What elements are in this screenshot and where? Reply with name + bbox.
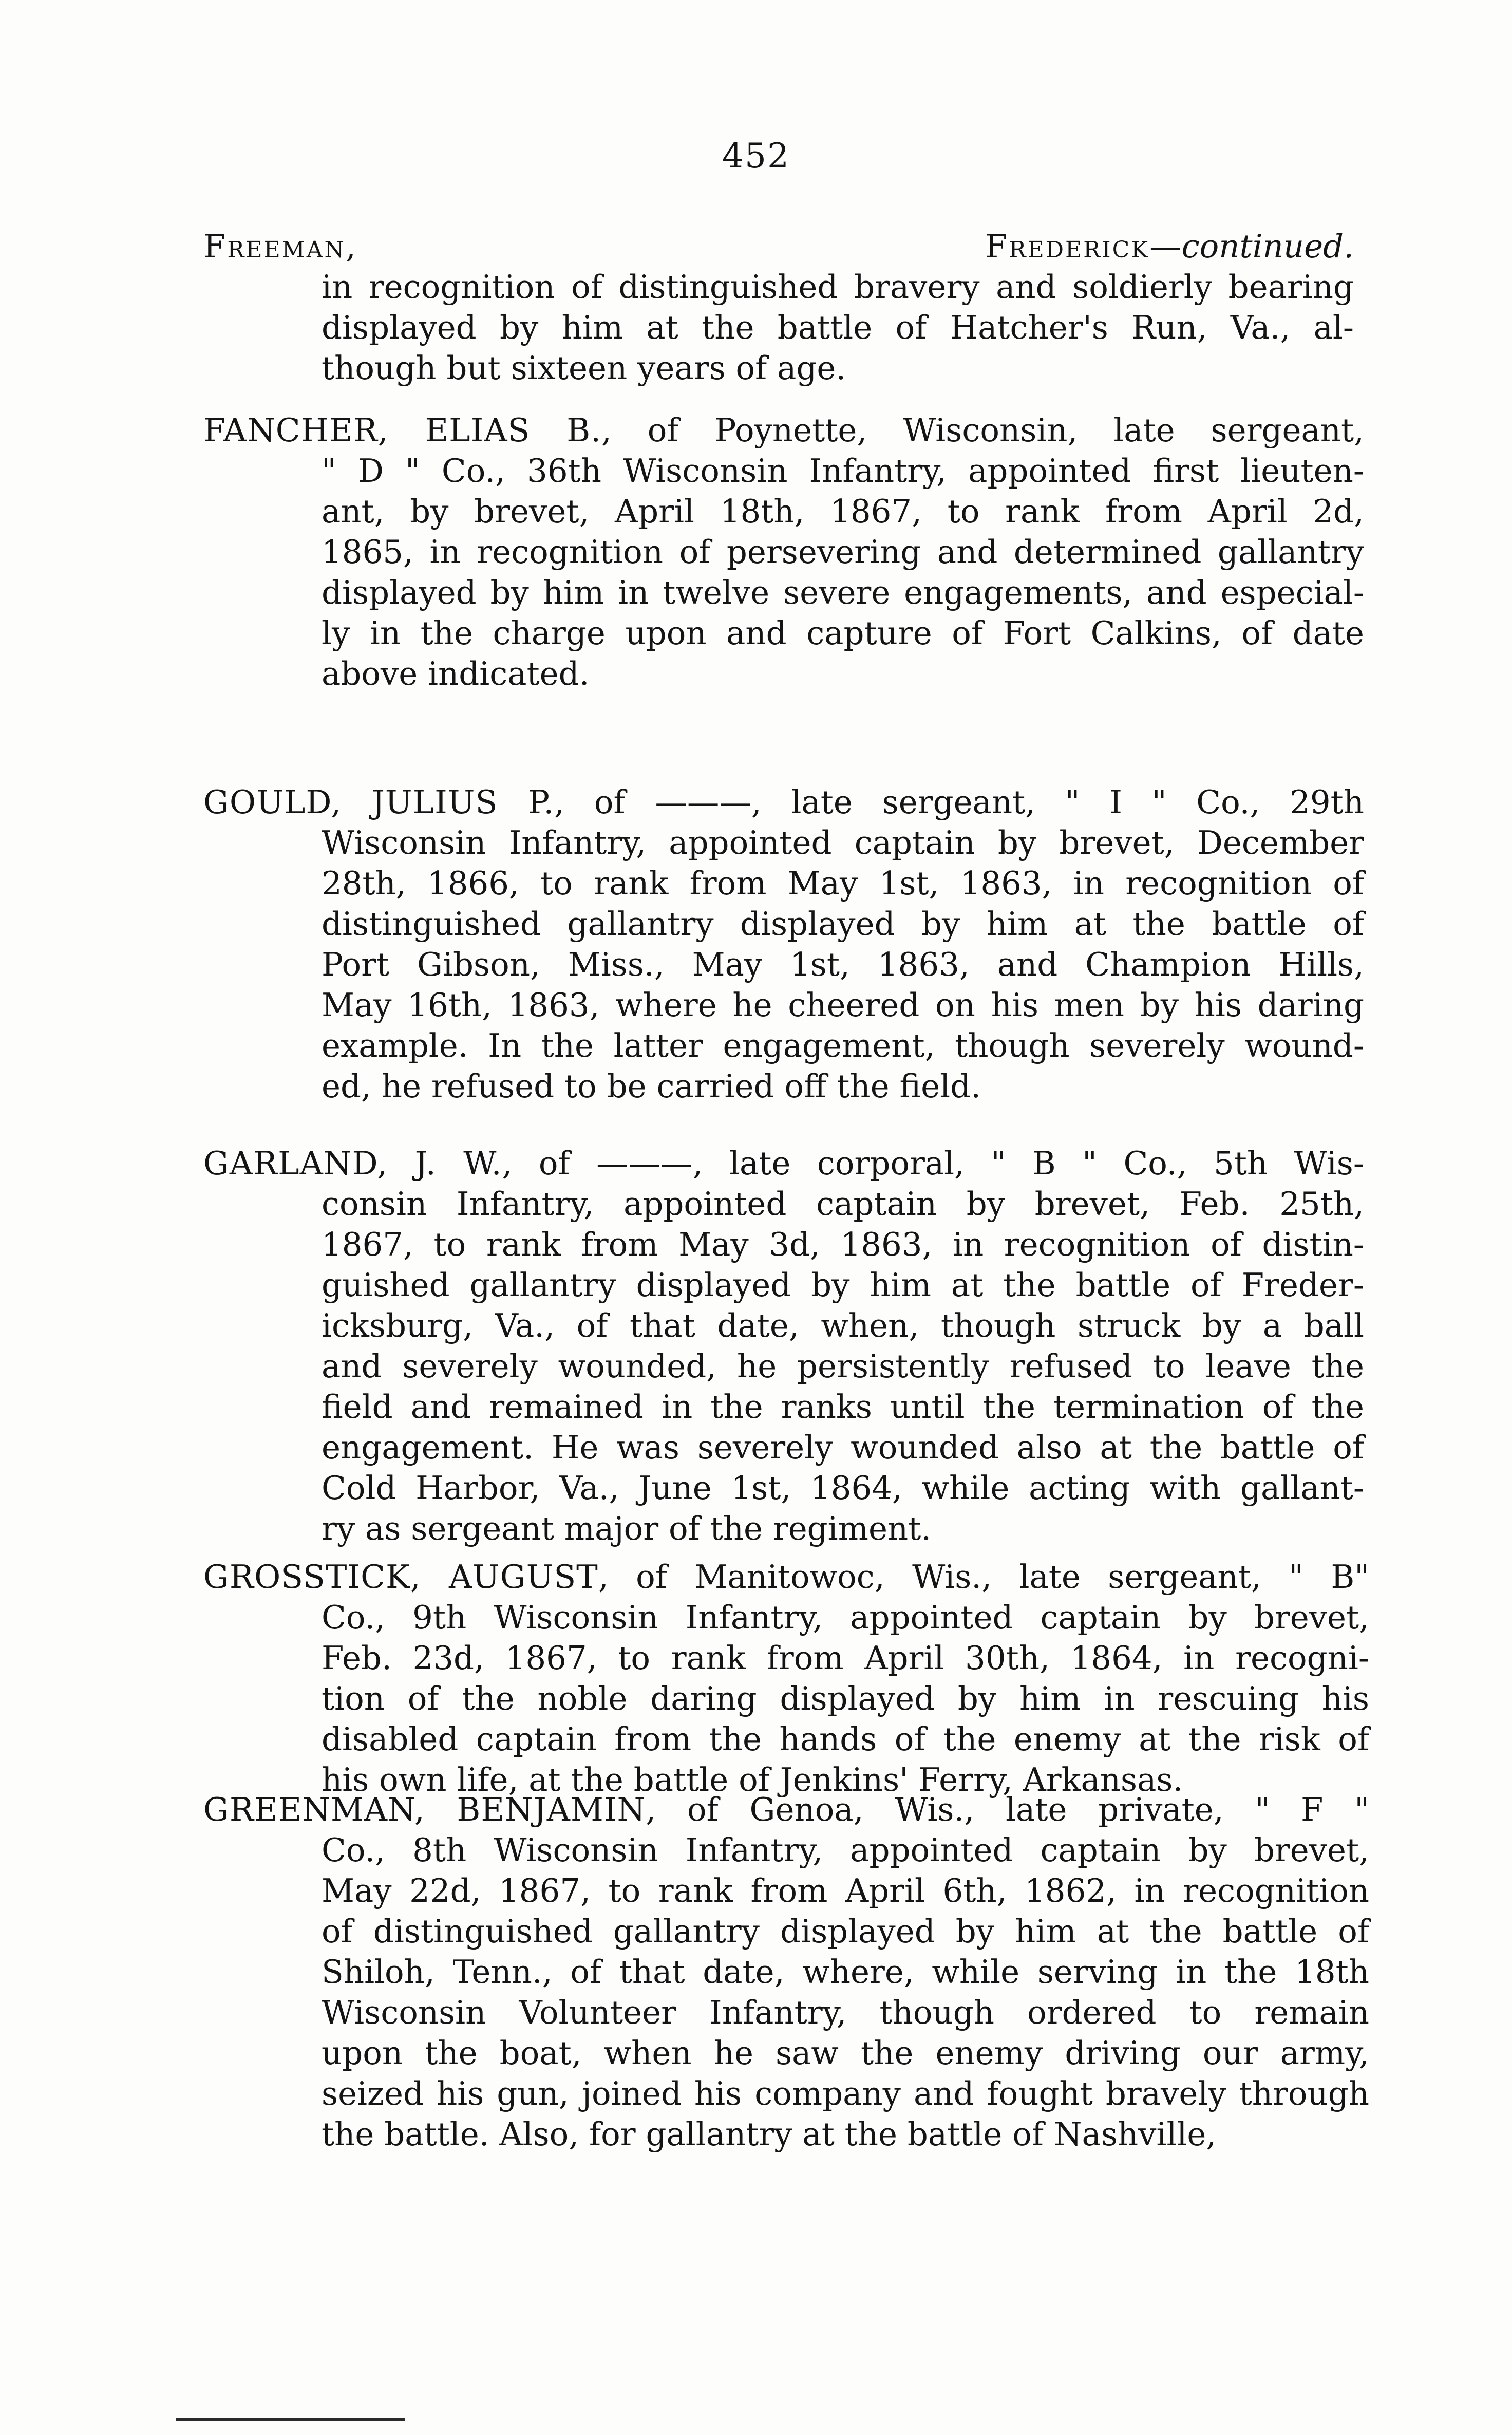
entry-text-line: upon the boat, when he saw the enemy driving our army, (322, 2034, 1369, 2072)
entry-text-line: the battle. Also, for gallantry at the battle of Nashville, (322, 2115, 1217, 2153)
entry (203, 782, 1364, 1107)
entry-text-line: Port Gibson, Miss., May 1st, 1863, and Champion Hills, (322, 946, 1364, 983)
entry-text-line: ed, he refused to be carried off the field. (322, 1067, 981, 1105)
entry-text-line: distinguished gallantry displayed by him at the battle of (322, 905, 1364, 943)
entry-text-line: displayed by him in twelve severe engagements, and especial- (322, 574, 1364, 611)
entry-text-line: seized his gun, joined his company and fought bravely through (322, 2075, 1369, 2112)
entry-text-line: Wisconsin Infantry, appointed captain by brevet, December (322, 824, 1364, 861)
entry-heading-line (203, 226, 1354, 267)
entry (203, 410, 1364, 694)
entry-text-line: 28th, 1866, to rank from May 1st, 1863, in recognition of (322, 865, 1364, 902)
entry-name: Freeman, Frederick (203, 228, 1150, 265)
entry-text-line: and severely wounded, he persistently refused to leave the (322, 1347, 1364, 1385)
entry-text-line: guished gallantry displayed by him at the battle of Freder- (322, 1266, 1364, 1304)
entry-text-line: displayed by him at the battle of Hatcher's Run, Va., al- (322, 309, 1354, 346)
entry-text-line: of distinguished gallantry displayed by him at the battle of (322, 1913, 1369, 1950)
entry (203, 1789, 1369, 2155)
entry-text-line: May 22d, 1867, to rank from April 6th, 1862, in recognition (322, 1872, 1369, 1909)
entry-name: GOULD, JULIUS P. (203, 783, 555, 821)
entry-text-line: ry as sergeant major of the regiment. (322, 1510, 932, 1547)
entry-text-line: Co., 9th Wisconsin Infantry, appointed captain by brevet, (322, 1599, 1369, 1636)
entry-name: GARLAND, J. W. (203, 1145, 502, 1182)
entry-text-line: Cold Harbor, Va., June 1st, 1864, while acting with gallant- (322, 1469, 1364, 1507)
entry-text-line: " D " Co., 36th Wisconsin Infantry, appointed first lieuten- (322, 452, 1364, 490)
entry-heading-rest: , of ———, late corporal, " B " Co., 5th Wis- (502, 1145, 1364, 1182)
entry-text-line: ant, by brevet, April 18th, 1867, to rank from April 2d, (322, 493, 1364, 530)
entry-text-line: ly in the charge upon and capture of Fort Calkins, of date (322, 614, 1364, 652)
entry-text-line: in recognition of distinguished bravery and soldierly bearing (322, 268, 1354, 306)
entry-heading-rest: , of Genoa, Wis., late private, " F " (646, 1791, 1369, 1828)
entry-heading-rest: , of ———, late sergeant, " I " Co., 29th (554, 783, 1364, 821)
entry-text-line: example. In the latter engagement, though severely wound- (322, 1027, 1364, 1064)
entry-text-line: his own life, at the battle of Jenkins' Ferry, Arkansas. (322, 1761, 1183, 1799)
entry-text-line: Co., 8th Wisconsin Infantry, appointed captain by brevet, (322, 1831, 1369, 1869)
entry (203, 226, 1354, 388)
entry-text-line: though but sixteen years of age. (322, 349, 846, 387)
entry-text-line: tion of the noble daring displayed by him in rescuing his (322, 1680, 1369, 1717)
continued-marker: continued. (1181, 228, 1354, 265)
entry-text-line: Wisconsin Volunteer Infantry, though ordered to remain (322, 1994, 1369, 2031)
entry-heading-rest: , of Poynette, Wisconsin, late sergeant, (601, 411, 1364, 449)
entry-text-line: engagement. He was severely wounded also at the battle of (322, 1429, 1364, 1466)
entry-name: GREENMAN, BENJAMIN (203, 1791, 646, 1828)
entry-text-line: icksburg, Va., of that date, when, though struck by a ball (322, 1307, 1364, 1344)
entry (203, 1143, 1364, 1549)
entry-heading-rest: , of Manitowoc, Wis., late sergeant, " B" (598, 1558, 1369, 1596)
entry (203, 1557, 1369, 1800)
entry-heading-line (203, 1143, 1364, 1184)
entry-text-line: Feb. 23d, 1867, to rank from April 30th, 1864, in recogni- (322, 1639, 1369, 1677)
entry-text-line: 1865, in recognition of persevering and determined gallantry (322, 533, 1364, 571)
entry-text-line: above indicated. (322, 655, 590, 692)
entry-name: GROSSTICK, AUGUST (203, 1558, 598, 1596)
entry-heading-line (203, 782, 1364, 822)
entry-text-line: May 16th, 1863, where he cheered on his men by his daring (322, 986, 1364, 1024)
entry-name: FANCHER, ELIAS B. (203, 411, 601, 449)
entry-text-line: consin Infantry, appointed captain by brevet, Feb. 25th, (322, 1185, 1364, 1223)
page-number: 452 (722, 136, 790, 176)
entry-text-line: disabled captain from the hands of the enemy at the risk of (322, 1720, 1369, 1758)
entry-heading-line (203, 410, 1364, 451)
entry-heading-line (203, 1557, 1369, 1597)
entry-heading-rest: — (1149, 228, 1182, 265)
entry-text-line: 1867, to rank from May 3d, 1863, in recognition of distin- (322, 1226, 1364, 1263)
entry-text-line: Shiloh, Tenn., of that date, where, while serving in the 18th (322, 1953, 1369, 1991)
footer-rule (176, 2418, 405, 2421)
entry-text-line: field and remained in the ranks until the termination of the (322, 1388, 1364, 1426)
entry-heading-line (203, 1789, 1369, 1830)
